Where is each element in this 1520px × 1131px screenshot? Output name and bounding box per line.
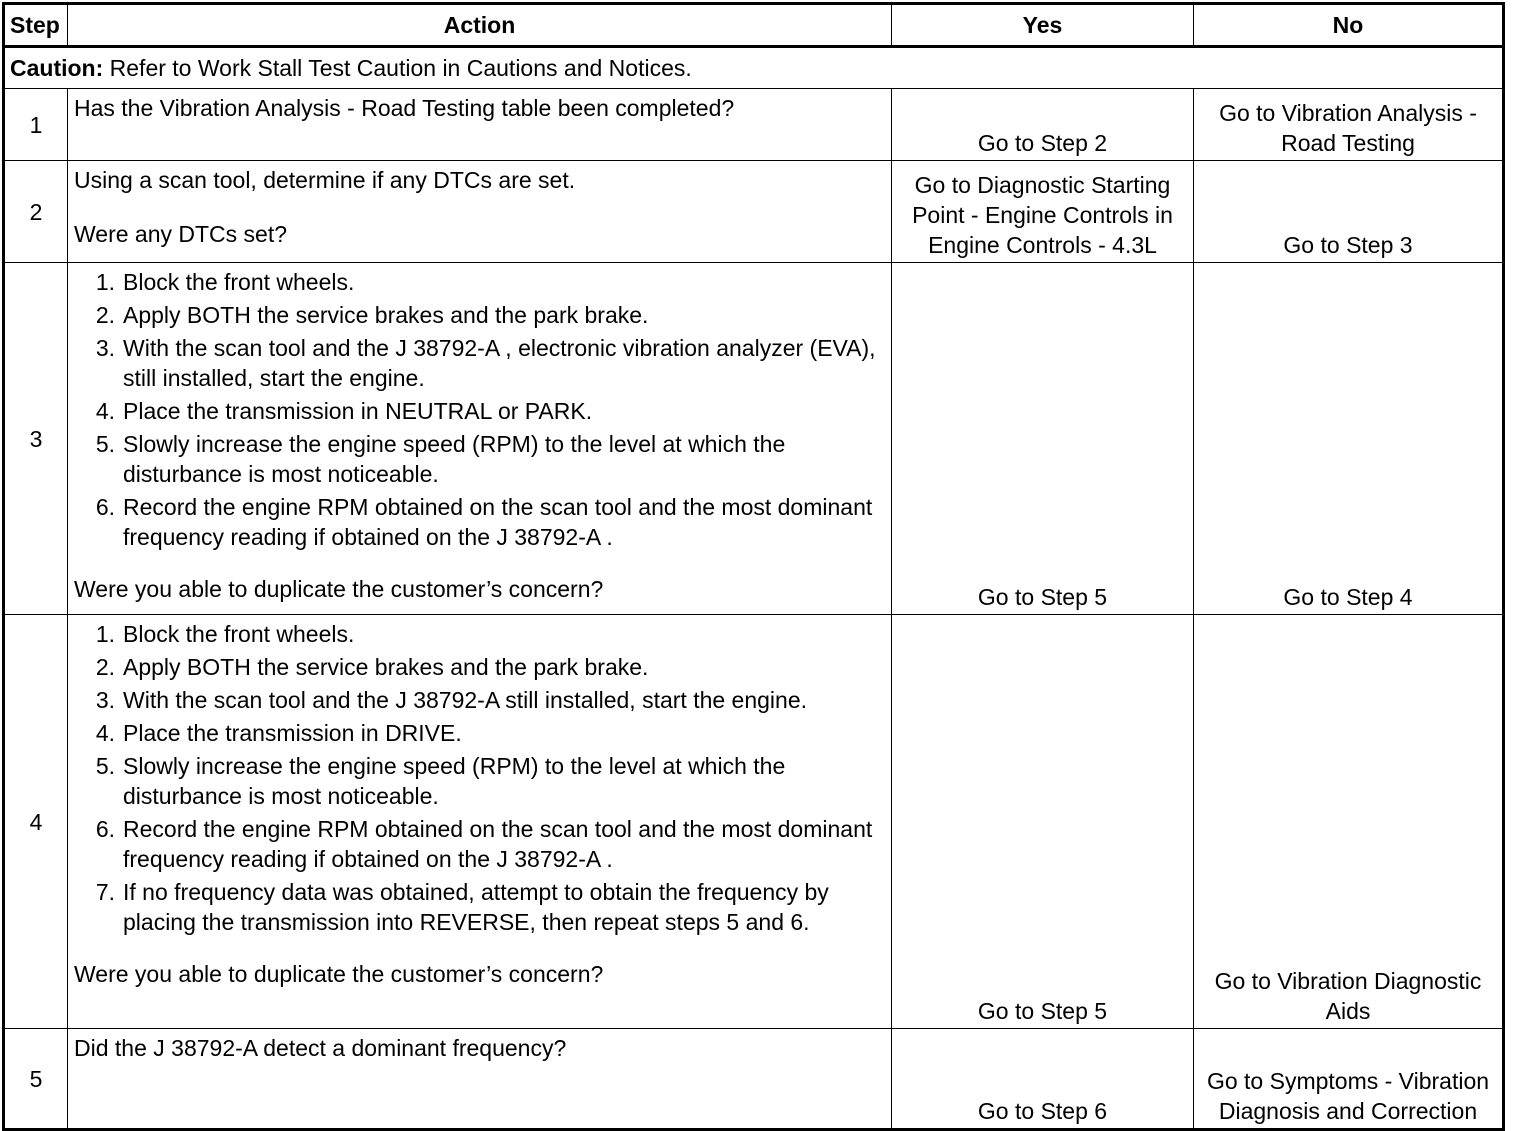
header-step: Step (4, 4, 68, 47)
caution-row (4, 47, 1504, 89)
header-yes: Yes (892, 4, 1194, 47)
no-cell: Go to Symptoms - Vibration Diagnosis and Correction (1194, 1029, 1504, 1130)
action-cell (68, 615, 892, 1029)
action-question: Were you able to duplicate the customer’s concern? (74, 576, 604, 602)
action-question: Has the Vibration Analysis - Road Testing table been completed? (74, 95, 735, 121)
action-question: Did the J 38792-A detect a dominant frequency? (74, 1035, 567, 1061)
caution-text: Refer to Work Stall Test Caution in Cautions and Notices. (103, 55, 692, 81)
yes-cell: Go to Step 5 (892, 263, 1194, 615)
list-item: 4. Place the transmission in NEUTRAL or PARK. (95, 398, 593, 424)
table-row (4, 89, 1504, 161)
list-item: 5. Slowly increase the engine speed (RPM) to the level at which the disturbance is most noticeable. (95, 753, 786, 809)
list-item: 2. Apply BOTH the service brakes and the park brake. (95, 654, 649, 680)
action-cell (68, 263, 892, 615)
header-no: No (1194, 4, 1504, 47)
no-cell: Go to Vibration Analysis - Road Testing (1194, 89, 1504, 161)
action-intro: Using a scan tool, determine if any DTCs are set. (74, 167, 576, 193)
table-row (4, 263, 1504, 615)
caution-cell (4, 47, 1504, 89)
list-item: 7. If no frequency data was obtained, attempt to obtain the frequency by placing the transmission into REVERSE, then repeat steps 5 and 6. (95, 879, 829, 935)
table-row (4, 1029, 1504, 1130)
list-item: 6. Record the engine RPM obtained on the scan tool and the most dominant frequency reading if obtained on the J 38792-A . (95, 816, 873, 872)
list-item: 6. Record the engine RPM obtained on the scan tool and the most dominant frequency reading if obtained on the J 38792-A . (95, 494, 873, 550)
list-item: 2. Apply BOTH the service brakes and the park brake. (95, 302, 649, 328)
step-number: 3 (4, 263, 68, 615)
list-item: 5. Slowly increase the engine speed (RPM) to the level at which the disturbance is most noticeable. (95, 431, 786, 487)
step-number: 5 (4, 1029, 68, 1130)
action-question: Were you able to duplicate the customer’s concern? (74, 961, 604, 987)
step-number: 2 (4, 161, 68, 263)
action-question: Were any DTCs set? (74, 221, 288, 247)
diagnostic-table (2, 2, 1505, 1131)
header-row (4, 4, 1504, 47)
no-cell: Go to Vibration Diagnostic Aids (1194, 615, 1504, 1029)
step-number: 1 (4, 89, 68, 161)
action-cell (68, 1029, 892, 1130)
action-cell (68, 89, 892, 161)
list-item: 4. Place the transmission in DRIVE. (95, 720, 462, 746)
procedure-list (74, 619, 885, 937)
yes-cell: Go to Step 6 (892, 1029, 1194, 1130)
caution-label: Caution: (10, 55, 104, 81)
list-item: 1. Block the front wheels. (95, 269, 355, 295)
action-cell (68, 161, 892, 263)
table-row (4, 161, 1504, 263)
step-number: 4 (4, 615, 68, 1029)
yes-cell: Go to Diagnostic Starting Point - Engine Controls in Engine Controls - 4.3L (892, 161, 1194, 263)
yes-cell: Go to Step 5 (892, 615, 1194, 1029)
list-item: 3. With the scan tool and the J 38792-A still installed, start the engine. (95, 687, 808, 713)
table-row (4, 615, 1504, 1029)
procedure-list (74, 267, 885, 552)
header-action: Action (68, 4, 892, 47)
no-cell: Go to Step 4 (1194, 263, 1504, 615)
yes-cell: Go to Step 2 (892, 89, 1194, 161)
list-item: 1. Block the front wheels. (95, 621, 355, 647)
no-cell: Go to Step 3 (1194, 161, 1504, 263)
list-item: 3. With the scan tool and the J 38792-A , electronic vibration analyzer (EVA), still installed, start the engine. (95, 335, 876, 391)
